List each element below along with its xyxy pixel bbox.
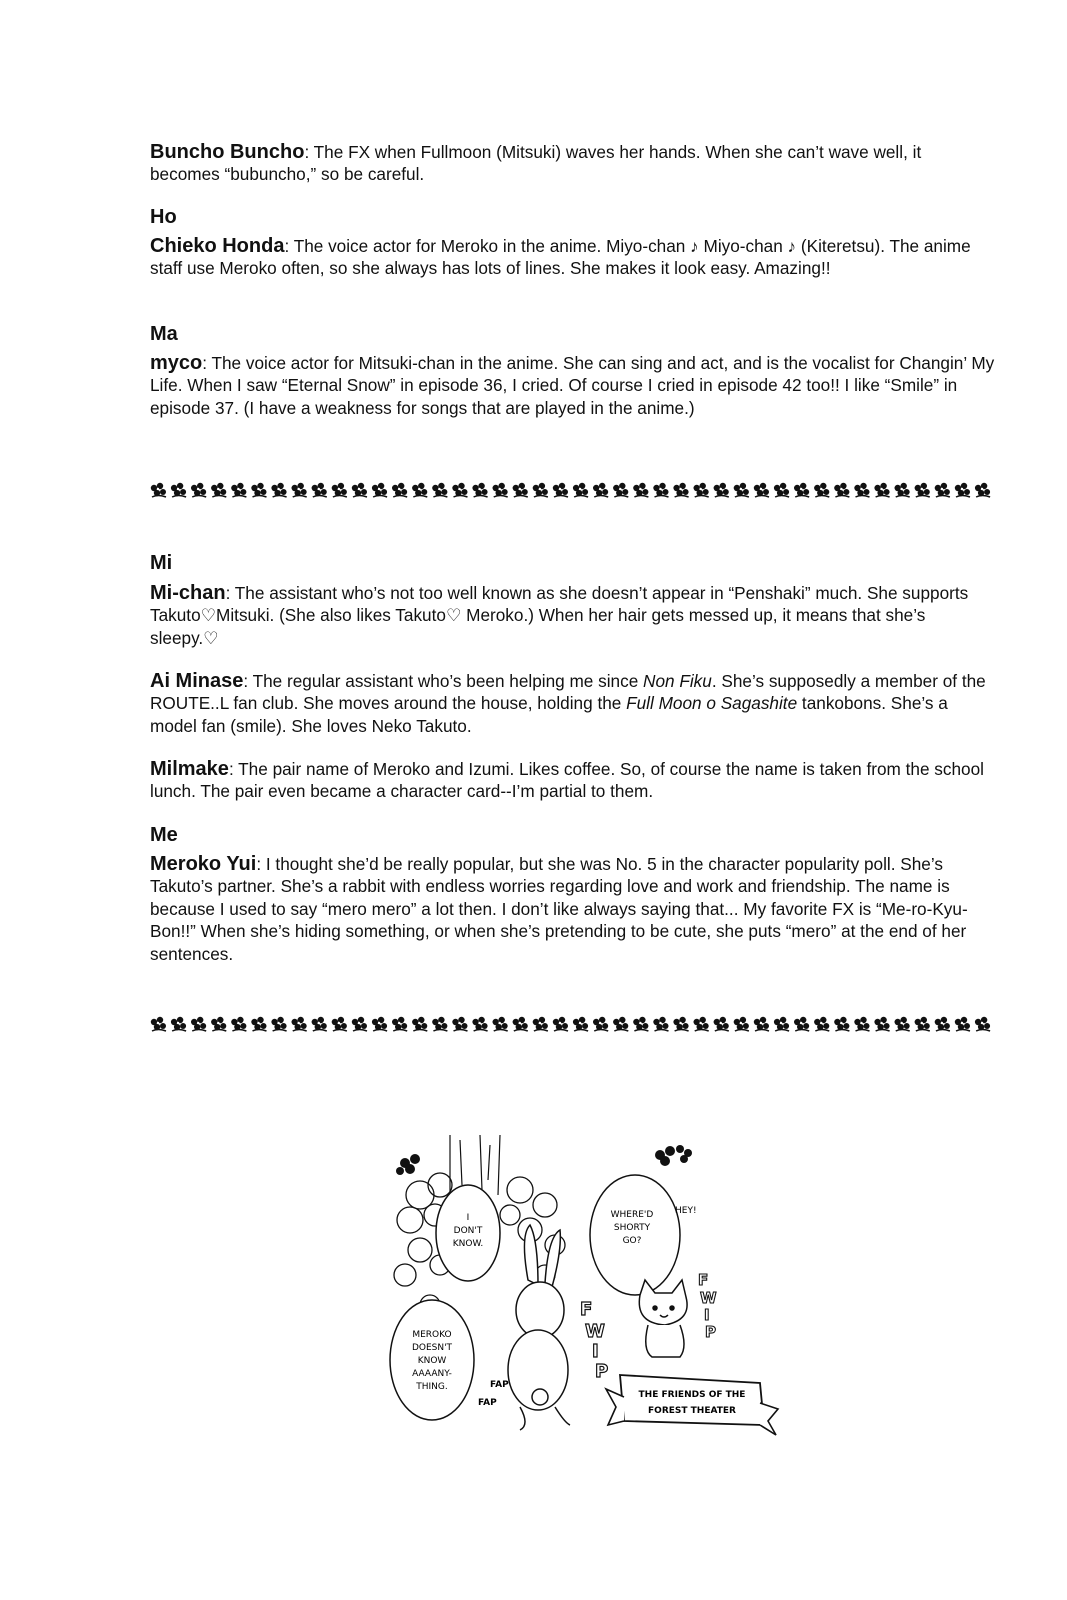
- bubble2-line-4: AAAANY-: [412, 1369, 452, 1379]
- flower-ornament: [271, 1017, 286, 1031]
- flower-ornament: [251, 1017, 266, 1031]
- term-buncho: Buncho Buncho: [150, 141, 305, 163]
- svg-text:P: P: [595, 1361, 609, 1382]
- flower-ornament: [794, 483, 809, 497]
- flower-ornament: [372, 1017, 387, 1031]
- entry-ai-minase: [150, 670, 995, 737]
- svg-text:F: F: [698, 1271, 709, 1289]
- flower-ornament: [171, 483, 186, 497]
- flower-ornament: [332, 483, 347, 497]
- flower-ornament: [452, 1017, 467, 1031]
- flower-ornament: [935, 483, 950, 497]
- title-non-fiku: Non Fiku: [643, 671, 712, 691]
- flower-ornament: [432, 1017, 447, 1031]
- flower-ornament: [834, 483, 849, 497]
- flower-ornament: [151, 1017, 166, 1031]
- svg-text:F: F: [580, 1299, 593, 1320]
- flower-ornament: [392, 483, 407, 497]
- entry-myco: [150, 352, 995, 419]
- flower-ornament: [653, 1017, 668, 1031]
- entry-mi-chan: [150, 582, 995, 649]
- flower-ornament: [613, 483, 628, 497]
- flower-ornament: [975, 483, 990, 497]
- flower-ornament: [874, 483, 889, 497]
- flower-ornament: [231, 483, 246, 497]
- flower-ornament: [171, 1017, 186, 1031]
- title-full-moon: Full Moon o Sagashite: [626, 693, 798, 714]
- term-myco: myco: [150, 352, 203, 374]
- flower-ornament: [694, 483, 709, 497]
- flower-ornament: [352, 1017, 367, 1031]
- svg-text:I: I: [704, 1306, 710, 1324]
- hey-text: HEY!: [675, 1206, 697, 1216]
- flower-ornament: [714, 483, 729, 497]
- flower-ornament: [774, 1017, 789, 1031]
- definition-chieko-honda: : The voice actor for Meroko in the anime. Miyo-chan ♪ Miyo-chan ♪ (Kiteretsu). The anime staff use Meroko often, so she always has lots of lines. She makes it look easy. Amazing!!: [150, 236, 971, 279]
- flower-ornament: [814, 1017, 829, 1031]
- flower-ornament: [673, 1017, 688, 1031]
- flower-ornament: [231, 1017, 246, 1031]
- speech-bubble-shorty: [590, 1175, 680, 1295]
- flower-ornament: [895, 483, 910, 497]
- definition-ai-minase-part3: tankobons. She’s a model fan (smile). She loves Neko Takuto.: [150, 693, 948, 736]
- flower-ornament: [251, 483, 266, 497]
- entry-buncho: [150, 141, 995, 186]
- entry-meroko-yui: [150, 853, 995, 965]
- flower-ornament: [754, 1017, 769, 1031]
- sfx-fap-1: FAP: [490, 1380, 509, 1390]
- flower-ornament: [271, 483, 286, 497]
- definition-milmake: : The pair name of Meroko and Izumi. Likes coffee. So, of course the name is taken from the school lunch. The pair even became a character card--I’m partial to them.: [150, 759, 984, 802]
- bubble2-line-5: THING.: [416, 1382, 448, 1392]
- flower-ornament: [874, 1017, 889, 1031]
- flower-ornament: [774, 483, 789, 497]
- flower-ornament: [915, 1017, 930, 1031]
- flower-ornament: [734, 1017, 749, 1031]
- flower-ornament: [633, 1017, 648, 1031]
- flower-ornament: [794, 1017, 809, 1031]
- flower-ornament: [573, 1017, 588, 1031]
- flower-ornament: [814, 483, 829, 497]
- entry-milmake: [150, 758, 995, 803]
- bubble3-line-3: GO?: [622, 1236, 642, 1246]
- entry-chieko-honda: [150, 235, 995, 280]
- flower-ornament: [854, 1017, 869, 1031]
- flower-ornament: [593, 1017, 608, 1031]
- flower-ornament: [332, 1017, 347, 1031]
- flower-ornament: [613, 1017, 628, 1031]
- definition-buncho: : The FX when Fullmoon (Mitsuki) waves her hands. When she can’t wave well, it becomes “bubuncho,” so be careful.: [150, 142, 922, 185]
- rabbit-character: [508, 1225, 570, 1430]
- definition-ai-minase-part2: . She’s supposedly a member of the ROUTE..L fan club. She moves around the house, holding the: [150, 671, 986, 714]
- flower-ornament: [191, 483, 206, 497]
- section-heading-me: Me: [150, 824, 178, 846]
- flower-ornament: [694, 1017, 709, 1031]
- bubble-line-2: DON'T: [453, 1226, 483, 1236]
- flower-ornament: [633, 483, 648, 497]
- bubble-line-3: KNOW.: [452, 1239, 484, 1249]
- flower-ornament: [392, 1017, 407, 1031]
- flower-ornament: [955, 1017, 970, 1031]
- flower-ornament: [493, 1017, 508, 1031]
- svg-text:W: W: [585, 1321, 605, 1342]
- flower-ornament: [553, 1017, 568, 1031]
- flower-ornament: [513, 483, 528, 497]
- flower-ornament: [955, 483, 970, 497]
- banner-line-1: THE FRIENDS OF THE: [638, 1390, 746, 1400]
- definition-meroko-yui: : I thought she’d be really popular, but she was No. 5 in the character popularity poll. She’s Takuto’s partner. She’s a rabbit with endless worries regarding love and work and friendship. The name is because I used to say “mero mero” a lot then. I don’t like always saying that... My favorite FX is “Me-ro-Kyu-Bon!!” When she’s hiding something, or when she’s pretending to be cute, she puts “mero” at the end of her sentences.: [150, 854, 968, 964]
- sfx-fap-2: FAP: [478, 1398, 497, 1408]
- sfx-fwip-left: [580, 1299, 608, 1382]
- flower-ornament: [493, 483, 508, 497]
- flower-ornament: [312, 483, 327, 497]
- sfx-fwip-right: [698, 1271, 717, 1341]
- flower-ornament: [432, 483, 447, 497]
- cat-character: [639, 1280, 687, 1357]
- bubble3-line-2: SHORTY: [613, 1223, 651, 1233]
- section-heading-mi: Mi: [150, 552, 173, 574]
- flower-ornament: [412, 1017, 427, 1031]
- svg-text:I: I: [592, 1341, 599, 1362]
- flower-ornament: [834, 1017, 849, 1031]
- definition-myco: : The voice actor for Mitsuki-chan in the anime. She can sing and act, and is the vocalist for Changin’ My Life. When I saw “Eternal Snow” in episode 36, I cried. Of course I cried in episode 42 too!! I like “Smile” in episode 37. (I have a weakness for songs that are played in the anime.): [150, 353, 995, 418]
- flower-ornament: [352, 483, 367, 497]
- term-ai-minase: Ai Minase: [150, 670, 244, 692]
- flower-ornament: [292, 1017, 307, 1031]
- banner-line-2: FOREST THEATER: [648, 1406, 736, 1416]
- flower-ornament: [292, 483, 307, 497]
- flower-ornament: [975, 1017, 990, 1031]
- forest-theater-illustration: [380, 1125, 780, 1470]
- flower-ornament: [673, 483, 688, 497]
- term-chieko-honda: Chieko Honda: [150, 235, 285, 257]
- definition-mi-chan: : The assistant who’s not too well known as she doesn’t appear in “Penshaki” much. She supports Takuto♡Mitsuki. (She also likes Takuto♡ Meroko.) When her hair gets messed up, it means that she’s sleepy.♡: [150, 583, 969, 648]
- flower-ornament: [513, 1017, 528, 1031]
- bubble3-line-1: WHERE'D: [610, 1210, 654, 1220]
- flower-ornament: [412, 483, 427, 497]
- flower-ornament: [734, 483, 749, 497]
- flower-ornament: [211, 483, 226, 497]
- flower-ornament: [593, 483, 608, 497]
- term-mi-chan: Mi-chan: [150, 582, 226, 604]
- flower-ornament: [553, 483, 568, 497]
- flower-ornament: [854, 483, 869, 497]
- section-heading-ho: Ho: [150, 206, 177, 228]
- title-banner: [606, 1375, 778, 1435]
- flower-ornament-right: [655, 1145, 692, 1166]
- flower-ornament: [915, 483, 930, 497]
- bubble2-line-1: MEROKO: [412, 1330, 452, 1340]
- flower-ornament: [533, 483, 548, 497]
- flower-divider-bottom: [150, 1014, 995, 1034]
- flower-ornament: [533, 1017, 548, 1031]
- term-meroko-yui: Meroko Yui: [150, 853, 257, 875]
- section-heading-ma: Ma: [150, 323, 178, 345]
- definition-ai-minase-part1: : The regular assistant who’s been helping me since: [243, 671, 644, 691]
- flower-ornament-left: [396, 1154, 420, 1175]
- flower-ornament: [754, 483, 769, 497]
- bubble-line-1: I: [466, 1213, 470, 1223]
- flower-divider-top: [150, 480, 995, 500]
- flower-ornament: [714, 1017, 729, 1031]
- flower-ornament: [653, 483, 668, 497]
- bubble2-line-3: KNOW: [417, 1356, 447, 1366]
- flower-ornament: [895, 1017, 910, 1031]
- flower-ornament: [191, 1017, 206, 1031]
- flower-ornament: [151, 483, 166, 497]
- svg-text:P: P: [705, 1323, 716, 1341]
- flower-ornament: [452, 483, 467, 497]
- flower-ornament: [935, 1017, 950, 1031]
- bubble2-line-2: DOESN'T: [411, 1343, 453, 1353]
- flower-ornament: [472, 483, 487, 497]
- flower-ornament: [472, 1017, 487, 1031]
- flower-ornament: [573, 483, 588, 497]
- term-milmake: Milmake: [150, 758, 229, 780]
- svg-text:W: W: [700, 1289, 717, 1307]
- flower-ornament: [211, 1017, 226, 1031]
- flower-ornament: [312, 1017, 327, 1031]
- flower-ornament: [372, 483, 387, 497]
